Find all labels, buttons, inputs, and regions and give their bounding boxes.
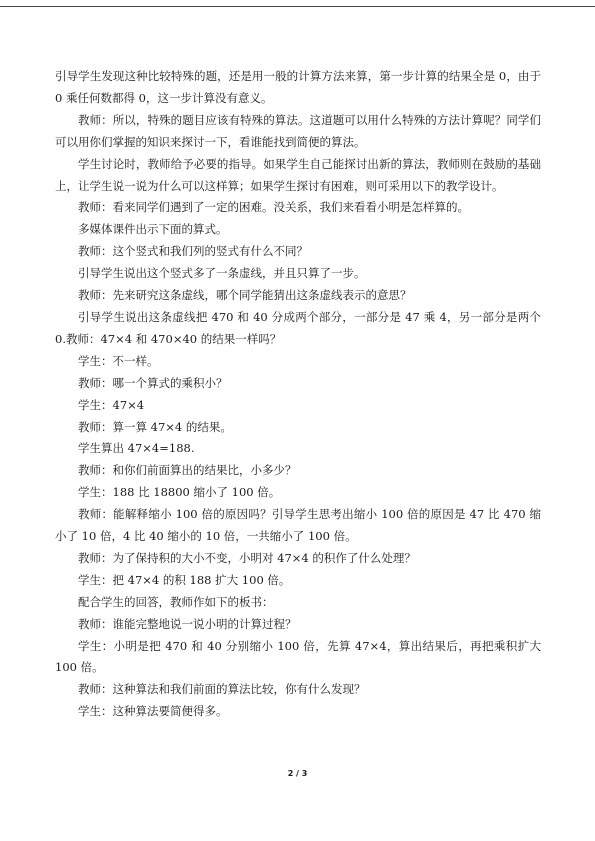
paragraph: 引导学生说出这个竖式多了一条虚线，并且只算了一步。 xyxy=(78,266,366,281)
paragraph: 教师：能解释缩小 100 倍的原因吗？引导学生思考出缩小 100 倍的原因是 47 比 470 缩小了 10 倍，4 比 40 缩小的 10 倍，一共缩小了 100 倍。 xyxy=(55,507,541,544)
paragraph: 教师：哪一个算式的乘积小？ xyxy=(78,375,228,390)
paragraph: 学生：小明是把 470 和 40 分别缩小 100 倍，先算 47×4，算出结果后，再把乘积扩大 100 倍。 xyxy=(55,638,541,675)
paragraph: 学生：这种算法要简便得多。 xyxy=(78,704,228,719)
paragraph: 教师：谁能完整地说一说小明的计算过程？ xyxy=(78,616,297,631)
paragraph: 教师：为了保持积的大小不变，小明对 47×4 的积作了什么处理？ xyxy=(78,550,416,565)
paragraph: 引导学生发现这种比较特殊的题，还是用一般的计算方法来算，第一步计算的结果全是 0，由于 0 乘任何数都得 0，这一步计算没有意义。 xyxy=(55,69,541,105)
paragraph: 教师：算一算 47×4 的结果。 xyxy=(78,419,232,434)
paragraph: 多媒体课件出示下面的算式。 xyxy=(78,222,228,237)
document-body xyxy=(55,66,541,723)
paragraph: 学生：47×4 xyxy=(78,397,145,412)
paragraph: 配合学生的回答，教师作如下的板书： xyxy=(78,594,274,609)
paragraph: 教师：这种算法和我们前面的算法比较，你有什么发现？ xyxy=(78,682,366,697)
paragraph: 教师：先来研究这条虚线，哪个同学能猜出这条虚线表示的意思？ xyxy=(78,288,412,303)
paragraph: 学生讨论时，教师给予必要的指导。如果学生自己能探讨出新的算法，教师则在鼓励的基础上，让学生说一说为什么可以这样算；如果学生探讨有困难，则可采用以下的教学设计。 xyxy=(55,156,541,193)
paragraph: 学生：不一样。 xyxy=(78,353,159,368)
paragraph: 教师：所以，特殊的题目应该有特殊的算法。这道题可以用什么特殊的方法计算呢？同学们可以用你们掌握的知识来探讨一下，看谁能找到简便的算法。 xyxy=(55,112,541,149)
paragraph: 学生算出 47×4=188. xyxy=(78,441,195,456)
paragraph: 学生：把 47×4 的积 188 扩大 100 倍。 xyxy=(78,572,291,587)
paragraph: 教师：和你们前面算出的结果比，小多少？ xyxy=(78,463,297,478)
top-rule xyxy=(0,6,595,7)
paragraph: 引导学生说出这条虚线把 470 和 40 分成两个部分，一部分是 47 乘 4，另一部分是两个 0.教师：47×4 和 470×40 的结果一样吗？ xyxy=(55,309,541,346)
page-number: 2 / 3 xyxy=(287,769,308,778)
paragraph: 学生：188 比 18800 缩小了 100 倍。 xyxy=(78,485,281,500)
paragraph: 教师：这个竖式和我们列的竖式有什么不同？ xyxy=(78,244,308,259)
paragraph: 教师：看来同学们遇到了一定的困难。没关系，我们来看看小明是怎样算的。 xyxy=(78,200,469,215)
